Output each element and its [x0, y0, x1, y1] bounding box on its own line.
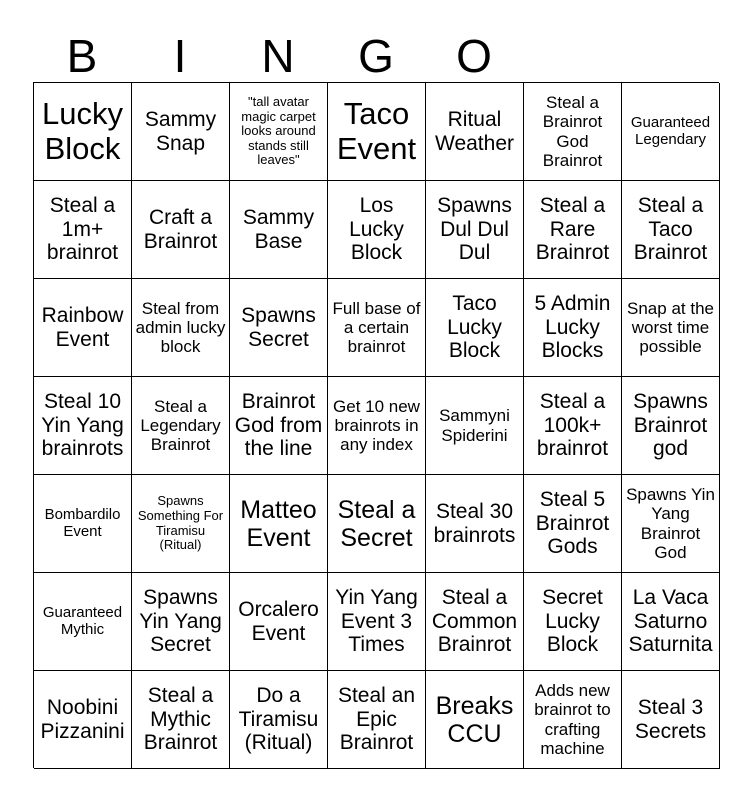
bingo-cell-label: Steal 3 Secrets [634, 695, 707, 743]
bingo-cell-label: Spawns Yin Yang Secret [139, 586, 222, 657]
bingo-cell-label: Steal a Mythic Brainrot [143, 684, 218, 755]
bingo-cell[interactable] [328, 671, 426, 769]
bingo-cell[interactable] [622, 475, 720, 573]
bingo-cell-label: Rainbow Event [41, 303, 124, 351]
bingo-cell[interactable] [34, 573, 132, 671]
bingo-cell[interactable] [230, 475, 328, 573]
bingo-cell-label: Lucky Block [42, 95, 123, 166]
bingo-cell[interactable] [622, 83, 720, 181]
bingo-cell[interactable] [426, 83, 524, 181]
bingo-cell-label: Spawns Yin Yang Brainrot God [626, 485, 715, 562]
bingo-cell[interactable] [132, 475, 230, 573]
bingo-cell[interactable] [524, 181, 622, 279]
bingo-cell[interactable] [328, 377, 426, 475]
bingo-cell-label: Get 10 new brainrots in any index [333, 396, 420, 455]
bingo-cell-label: Noobini Pizzanini [40, 695, 125, 743]
bingo-cell-label: Steal a Secret [337, 495, 416, 552]
bingo-cell-label: Steal a Legendary Brainrot [140, 396, 221, 455]
bingo-cell-label: Steal a 100k+ brainrot [536, 390, 609, 461]
bingo-cell-label: Steal a 1m+ brainrot [46, 194, 119, 265]
bingo-cell-label: Taco Lucky Block [447, 292, 502, 363]
bingo-cell[interactable] [132, 377, 230, 475]
bingo-cell-label: Spawns Dul Dul Dul [437, 194, 512, 265]
bingo-cell[interactable] [622, 573, 720, 671]
bingo-cell-label: Steal a Rare Brainrot [535, 194, 610, 265]
bingo-cell[interactable] [426, 377, 524, 475]
bingo-cell-label: Ritual Weather [435, 107, 514, 155]
bingo-cell-label: Full base of a certain brainrot [332, 298, 421, 357]
bingo-cell-label: Spawns Something For Tiramisu (Ritual) [137, 493, 224, 553]
bingo-cell[interactable] [426, 279, 524, 377]
bingo-cell-label: Guaranteed Legendary [630, 113, 711, 148]
bingo-cell[interactable] [622, 671, 720, 769]
bingo-cell[interactable] [230, 377, 328, 475]
bingo-header [33, 30, 719, 82]
bingo-cell-label: Orcalero Event [238, 597, 319, 645]
header-letter-i: I [173, 30, 187, 82]
bingo-cell-label: Snap at the worst time possible [627, 298, 714, 357]
bingo-cell-label: Los Lucky Block [349, 194, 404, 265]
bingo-cell[interactable] [34, 377, 132, 475]
header-letter-n: N [261, 30, 295, 82]
bingo-cell[interactable] [230, 671, 328, 769]
bingo-cell-label: Steal 10 Yin Yang brainrots [41, 390, 124, 461]
header-letter-g: G [358, 30, 394, 82]
bingo-cell-label: Adds new brainrot to crafting machine [534, 681, 611, 758]
bingo-cell[interactable] [34, 475, 132, 573]
bingo-cell-label: Yin Yang Event 3 Times [335, 586, 418, 657]
header-letter-o: O [456, 30, 492, 82]
bingo-cell-label: Brainrot God from the line [234, 390, 323, 461]
bingo-cell-label: Steal 30 brainrots [433, 499, 516, 547]
bingo-cell-label: Steal a Common Brainrot [431, 586, 518, 657]
bingo-cell[interactable] [230, 573, 328, 671]
bingo-cell[interactable] [622, 279, 720, 377]
bingo-cell-label: Breaks CCU [435, 691, 514, 748]
bingo-grid [33, 82, 719, 768]
bingo-cell[interactable] [426, 475, 524, 573]
bingo-cell[interactable] [34, 279, 132, 377]
bingo-cell-label: La Vaca Saturno Saturnita [628, 586, 713, 657]
bingo-cell[interactable] [328, 573, 426, 671]
bingo-cell[interactable] [328, 181, 426, 279]
bingo-cell[interactable] [132, 279, 230, 377]
bingo-cell[interactable] [328, 83, 426, 181]
bingo-cell-label: "tall avatar magic carpet looks around stands still leaves" [241, 94, 316, 168]
bingo-cell-label: Spawns Secret [241, 303, 316, 351]
bingo-cell-label: Spawns Brainrot god [633, 390, 708, 461]
bingo-cell-label: Craft a Brainrot [143, 205, 218, 253]
bingo-cell-label: Bombardilo Event [44, 505, 121, 540]
bingo-cell[interactable] [34, 83, 132, 181]
bingo-cell-label: Do a Tiramisu (Ritual) [238, 684, 319, 755]
bingo-cell[interactable] [230, 83, 328, 181]
bingo-cell-label: Steal a Brainrot God Brainrot [542, 93, 603, 170]
bingo-cell-label: Steal 5 Brainrot Gods [535, 488, 610, 559]
bingo-cell-label: Sammy Snap [144, 107, 217, 155]
bingo-cell[interactable] [622, 377, 720, 475]
header-letter-b: B [66, 30, 98, 82]
bingo-cell-label: 5 Admin Lucky Blocks [534, 292, 611, 363]
bingo-cell[interactable] [34, 671, 132, 769]
bingo-cell-label: Guaranteed Mythic [42, 603, 123, 638]
bingo-cell[interactable] [230, 279, 328, 377]
bingo-cell[interactable] [524, 671, 622, 769]
bingo-cell[interactable] [230, 181, 328, 279]
bingo-cell[interactable] [426, 671, 524, 769]
bingo-cell[interactable] [426, 573, 524, 671]
bingo-cell[interactable] [524, 279, 622, 377]
bingo-cell[interactable] [328, 279, 426, 377]
bingo-cell-label: Steal an Epic Brainrot [337, 684, 416, 755]
bingo-cell[interactable] [132, 83, 230, 181]
bingo-cell[interactable] [328, 475, 426, 573]
bingo-cell-label: Secret Lucky Block [542, 586, 603, 657]
bingo-cell[interactable] [34, 181, 132, 279]
bingo-cell-label: Matteo Event [240, 495, 317, 552]
bingo-cell[interactable] [622, 181, 720, 279]
bingo-cell[interactable] [426, 181, 524, 279]
bingo-cell-label: Steal from admin lucky block [135, 298, 226, 357]
bingo-cell-label: Sammyni Spiderini [439, 406, 510, 445]
bingo-cell[interactable] [524, 573, 622, 671]
bingo-cell[interactable] [524, 475, 622, 573]
bingo-cell-label: Taco Event [336, 95, 417, 166]
bingo-cell[interactable] [132, 671, 230, 769]
bingo-cell[interactable] [132, 573, 230, 671]
bingo-cell[interactable] [524, 83, 622, 181]
bingo-cell-label: Sammy Base [242, 205, 315, 253]
bingo-cell[interactable] [132, 181, 230, 279]
bingo-cell[interactable] [524, 377, 622, 475]
bingo-cell-label: Steal a Taco Brainrot [633, 194, 708, 265]
